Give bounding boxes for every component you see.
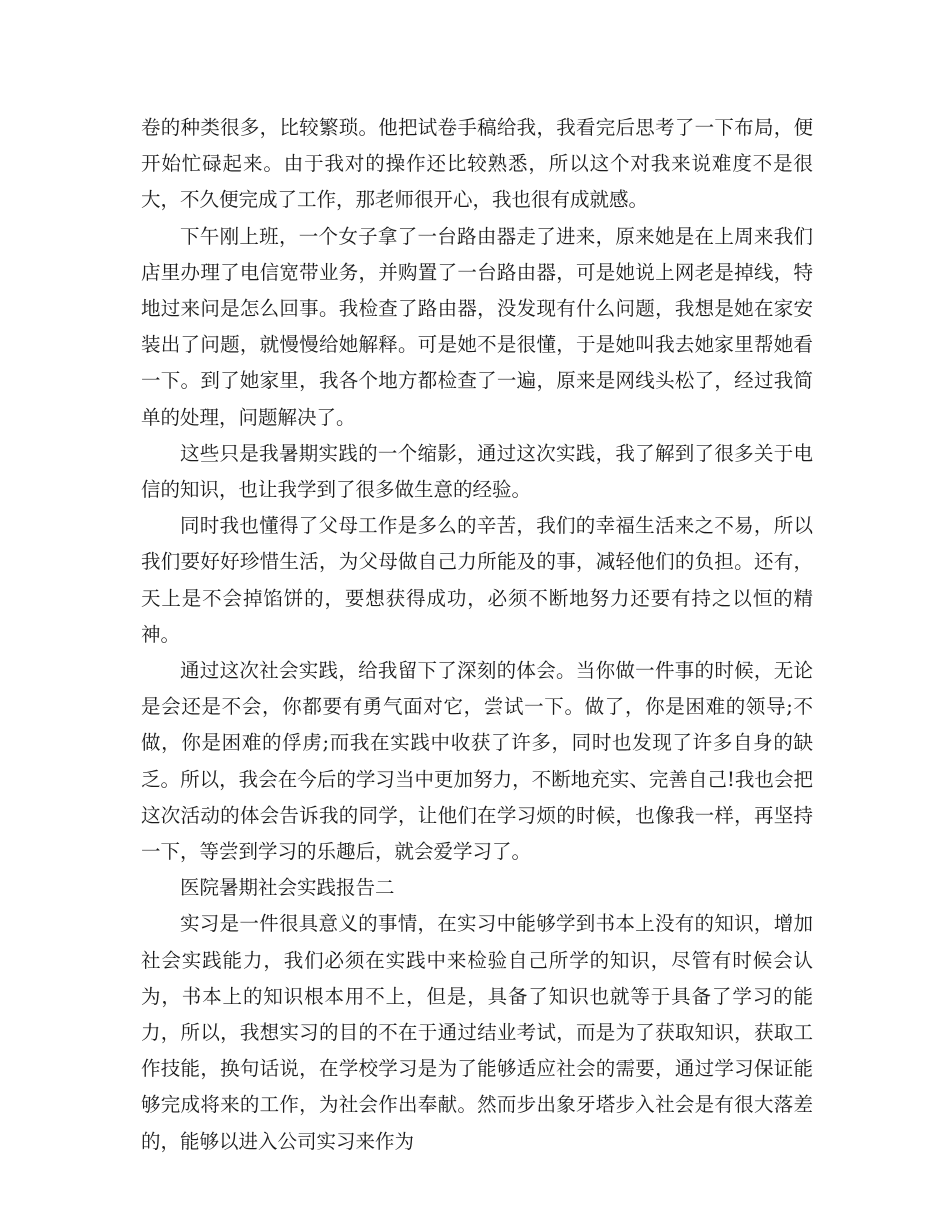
paragraph-parents-lesson: 同时我也懂得了父母工作是多么的辛苦，我们的幸福生活来之不易，所以我们要好好珍惜生活，为父母做自己力所能及的事，减轻他们的负担。还有，天上是不会掉馅饼的，要想获得成功，必须不断地努力还要有持之以恒的精神。: [141, 514, 813, 646]
paragraph-router-story: 下午刚上班，一个女子拿了一台路由器走了进来，原来她是在上周来我们店里办理了电信宽带业务，并购置了一台路由器，可是她说上网老是掉线，特地过来问是怎么回事。我检查了路由器，没发现有什么问题，我想是她在家安装出了问题，就慢慢给她解释。可是她不是很懂，于是她叫我去她家里帮她看一下。到了她家里，我各个地方都检查了一遍，原来是网线头松了，经过我简单的处理，问题解决了。: [141, 224, 813, 429]
paragraph-practice-summary: 这些只是我暑期实践的一个缩影，通过这次实践，我了解到了很多关于电信的知识，也让我学到了很多做生意的经验。: [141, 441, 813, 502]
paragraph-continuation: 卷的种类很多，比较繁琐。他把试卷手稿给我，我看完后思考了一下布局，便开始忙碌起来。由于我对的操作还比较熟悉，所以这个对我来说难度不是很大，不久便完成了工作，那老师很开心，我也很有成就感。: [141, 116, 813, 212]
document-body: [141, 110, 813, 1160]
paragraph-reflection: 通过这次社会实践，给我留下了深刻的体会。当你做一件事的时候，无论是会还是不会，你都要有勇气面对它，尝试一下。做了，你是困难的领导;不做，你是困难的俘虏;而我在实践中收获了许多，同时也发现了许多自身的缺乏。所以，我会在今后的学习当中更加努力，不断地充实、完善自己!我也会把这次活动的体会告诉我的同学，让他们在学习烦的时候，也像我一样，再坚持一下，等尝到学习的乐趣后，就会爱学习了。: [141, 659, 813, 864]
paragraph-internship-intro: 实习是一件很具意义的事情，在实习中能够学到书本上没有的知识，增加社会实践能力，我们必须在实践中来检验自己所学的知识，尽管有时候会认为，书本上的知识根本用不上，但是，具备了知识也就等于具备了学习的能力，所以，我想实习的目的不在于通过结业考试，而是为了获取知识，获取工作技能，换句话说，在学校学习是为了能够适应社会的需要，通过学习保证能够完成将来的工作，为社会作出奉献。然而步出象牙塔步入社会是有很大落差的，能够以进入公司实习来作为: [141, 912, 813, 1153]
section-heading: 医院暑期社会实践报告二: [180, 876, 395, 900]
